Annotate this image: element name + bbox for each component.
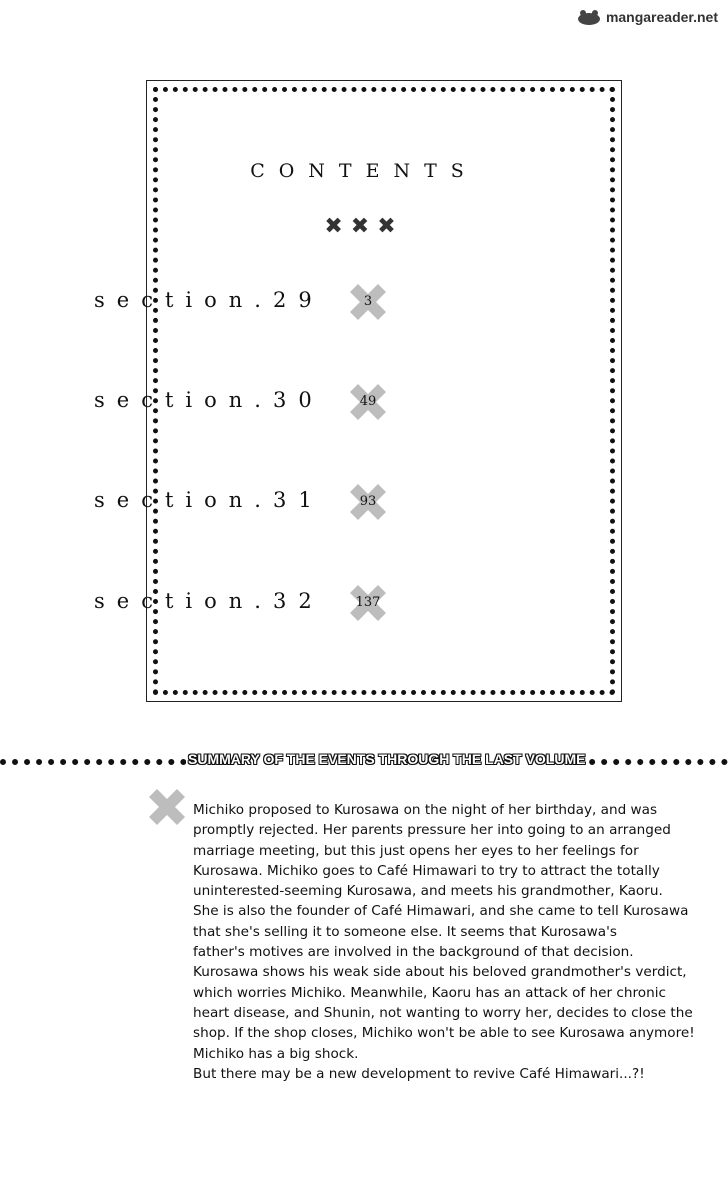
summary-line: She is also the founder of Café Himawari, and she came to tell Kurosawa	[193, 903, 689, 920]
toc-entry[interactable]	[94, 480, 434, 530]
page-badge	[346, 280, 390, 324]
page-badge	[346, 480, 390, 524]
divider-crosses: ✖✖✖	[324, 214, 404, 239]
summary-line: shop. If the shop closes, Michiko won't be able to see Kurosawa anymore!	[193, 1025, 695, 1042]
toc-entry[interactable]	[94, 581, 434, 631]
summary-line: uninterested-seeming Kurosawa, and meets his grandmother, Kaoru.	[193, 883, 663, 900]
summary-line: that she's selling it to someone else. It seems that Kurosawa's	[193, 923, 617, 940]
summary-line: promptly rejected. Her parents pressure her into going to an arranged	[193, 822, 671, 839]
summary-body	[193, 800, 713, 1084]
page-number: 93	[359, 494, 377, 509]
watermark-text: mangareader.net	[605, 9, 718, 25]
manga-logo-icon	[576, 8, 602, 26]
page-number: 49	[359, 394, 377, 409]
summary-cross-icon	[145, 785, 189, 833]
summary-line: father's motives are involved in the background of that decision.	[193, 944, 634, 961]
toc-entry[interactable]	[94, 280, 434, 330]
summary-line: Michiko proposed to Kurosawa on the night of her birthday, and was	[193, 802, 658, 818]
summary-line: But there may be a new development to revive Café Himawari...?!	[193, 1065, 645, 1082]
section-label: section.32	[94, 589, 324, 613]
contents-title: CONTENTS	[250, 160, 478, 182]
summary-heading: SUMMARY OF THE EVENTS THROUGH THE LAST VOLUME	[188, 751, 586, 767]
summary-header	[0, 751, 728, 769]
page-number: 3	[363, 294, 373, 309]
toc-entry[interactable]	[94, 380, 434, 430]
page-badge	[346, 581, 390, 625]
page-number: 137	[355, 595, 381, 610]
summary-line: Michiko has a big shock.	[193, 1045, 359, 1062]
section-label: section.29	[94, 288, 324, 312]
summary-line: which worries Michiko. Meanwhile, Kaoru has an attack of her chronic	[193, 984, 666, 1001]
summary-line: Kurosawa shows his weak side about his beloved grandmother's verdict,	[193, 964, 687, 981]
page-badge	[346, 380, 390, 424]
watermark	[576, 8, 718, 26]
section-label: section.30	[94, 388, 324, 412]
summary-line: marriage meeting, but this just opens her eyes to her feelings for	[193, 842, 639, 859]
summary-line: Kurosawa. Michiko goes to Café Himawari to try to attract the totally	[193, 862, 660, 879]
summary-line: heart disease, and Shunin, not wanting to worry her, decides to close the	[193, 1004, 693, 1021]
section-label: section.31	[94, 488, 324, 512]
